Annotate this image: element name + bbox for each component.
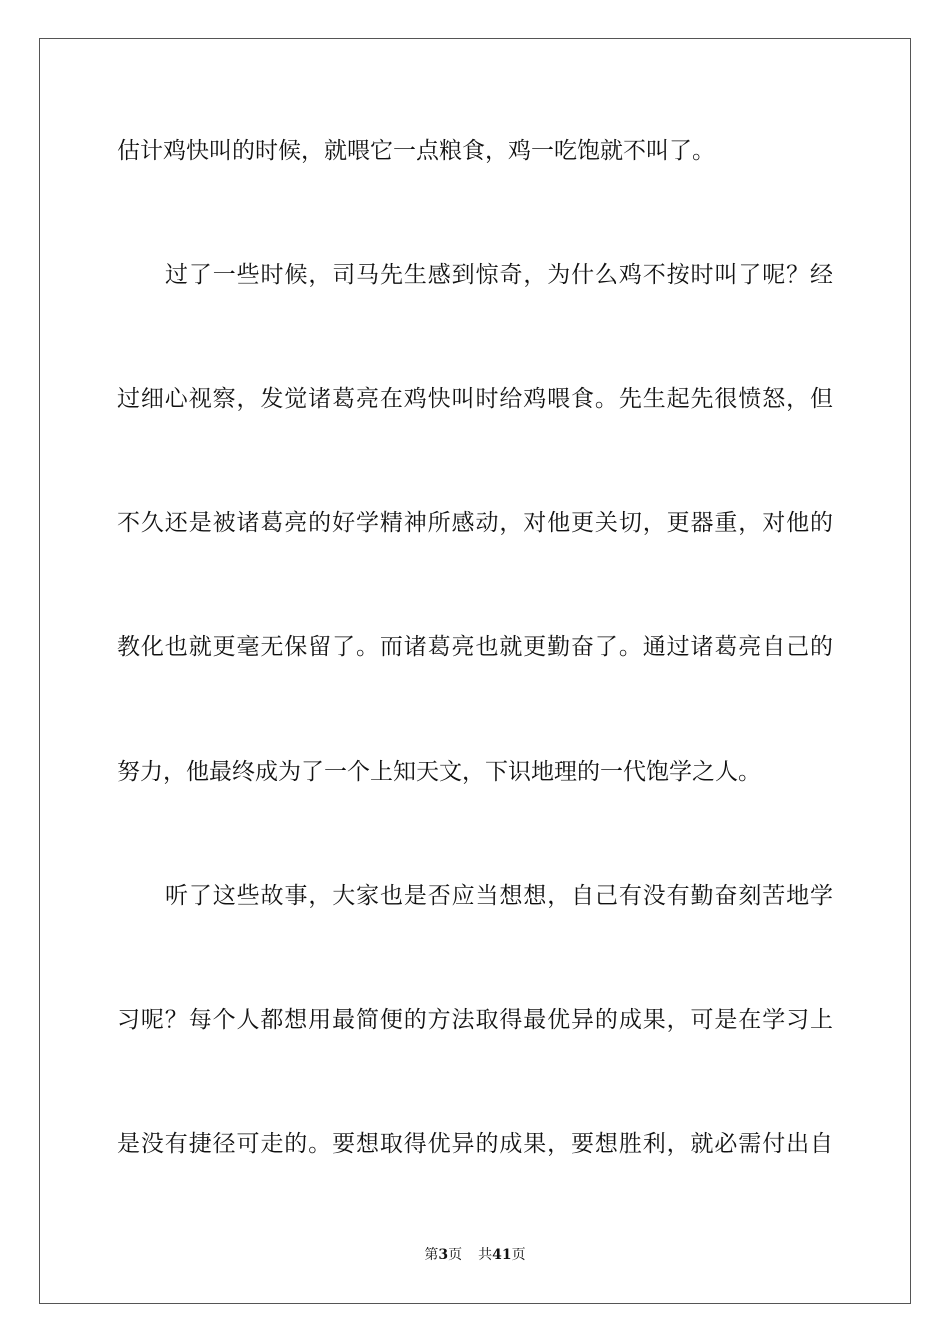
paragraph-line-5: 教化也就更毫无保留了。而诸葛亮也就更勤奋了。通过诸葛亮自己的 xyxy=(117,634,833,660)
footer-total-prefix: 共 xyxy=(478,1247,493,1263)
paragraph-line-7: 听了这些故事，大家也是否应当想想，自己有没有勤奋刻苦地学 xyxy=(165,883,833,909)
page-border xyxy=(39,38,911,1304)
paragraph-line-8: 习呢？每个人都想用最简便的方法取得最优异的成果，可是在学习上 xyxy=(117,1007,833,1033)
paragraph-line-3: 过细心视察，发觉诸葛亮在鸡快叫时给鸡喂食。先生起先很愤怒，但 xyxy=(117,386,833,412)
footer-total-suffix: 页 xyxy=(511,1247,526,1263)
page-footer xyxy=(0,1246,950,1264)
footer-total-pages: 41 xyxy=(492,1247,512,1263)
footer-page-prefix: 第 xyxy=(424,1247,439,1263)
paragraph-line-9: 是没有捷径可走的。要想取得优异的成果，要想胜利，就必需付出自 xyxy=(117,1131,833,1157)
paragraph-line-6: 努力，他最终成为了一个上知天文，下识地理的一代饱学之人。 xyxy=(117,759,761,785)
footer-page-number: 3 xyxy=(438,1247,449,1263)
paragraph-line-1: 估计鸡快叫的时候，就喂它一点粮食，鸡一吃饱就不叫了。 xyxy=(117,138,715,164)
paragraph-line-4: 不久还是被诸葛亮的好学精神所感动，对他更关切，更器重，对他的 xyxy=(117,510,833,536)
paragraph-line-2: 过了一些时候，司马先生感到惊奇，为什么鸡不按时叫了呢？经 xyxy=(165,262,833,288)
footer-page-suffix: 页 xyxy=(448,1247,463,1263)
